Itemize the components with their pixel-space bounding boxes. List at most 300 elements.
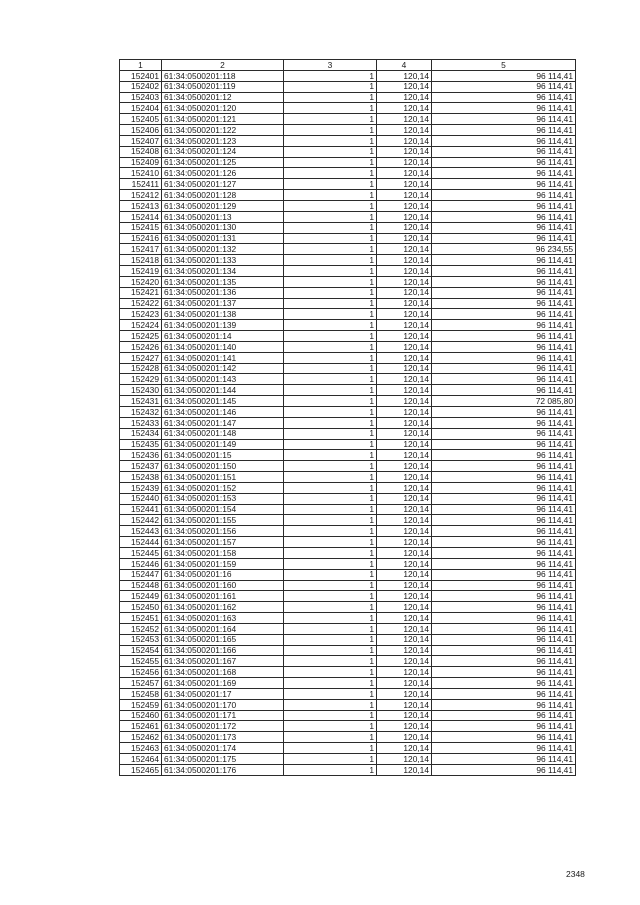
- area-cell: 120,14: [377, 428, 432, 439]
- table-row: [120, 764, 576, 775]
- table-row: [120, 493, 576, 504]
- area-cell: 120,14: [377, 482, 432, 493]
- quantity-cell: 1: [284, 309, 377, 320]
- area-cell: 120,14: [377, 125, 432, 136]
- cadastral-number-cell: 61:34:0500201:16: [162, 569, 284, 580]
- area-cell: 120,14: [377, 743, 432, 754]
- table-row: [120, 70, 576, 81]
- quantity-cell: 1: [284, 764, 377, 775]
- quantity-cell: 1: [284, 667, 377, 678]
- table-row: [120, 374, 576, 385]
- row-number-cell: 152403: [120, 92, 162, 103]
- table-row: [120, 320, 576, 331]
- quantity-cell: 1: [284, 125, 377, 136]
- area-cell: 120,14: [377, 526, 432, 537]
- row-number-cell: 152449: [120, 591, 162, 602]
- cadastral-number-cell: 61:34:0500201:171: [162, 710, 284, 721]
- value-cell: 96 114,41: [432, 200, 576, 211]
- area-cell: 120,14: [377, 135, 432, 146]
- value-cell: 96 114,41: [432, 352, 576, 363]
- row-number-cell: 152415: [120, 222, 162, 233]
- cadastral-number-cell: 61:34:0500201:158: [162, 547, 284, 558]
- area-cell: 120,14: [377, 331, 432, 342]
- value-cell: 96 114,41: [432, 656, 576, 667]
- value-cell: 96 114,41: [432, 764, 576, 775]
- value-cell: 96 114,41: [432, 743, 576, 754]
- quantity-cell: 1: [284, 114, 377, 125]
- quantity-cell: 1: [284, 602, 377, 613]
- table-row: [120, 244, 576, 255]
- table-row: [120, 580, 576, 591]
- quantity-cell: 1: [284, 352, 377, 363]
- row-number-cell: 152456: [120, 667, 162, 678]
- table-row: [120, 732, 576, 743]
- area-cell: 120,14: [377, 591, 432, 602]
- row-number-cell: 152440: [120, 493, 162, 504]
- table-row: [120, 396, 576, 407]
- area-cell: 120,14: [377, 363, 432, 374]
- quantity-cell: 1: [284, 320, 377, 331]
- value-cell: 96 114,41: [432, 276, 576, 287]
- row-number-cell: 152428: [120, 363, 162, 374]
- area-cell: 120,14: [377, 114, 432, 125]
- quantity-cell: 1: [284, 385, 377, 396]
- table-row: [120, 645, 576, 656]
- table-row: [120, 558, 576, 569]
- quantity-cell: 1: [284, 331, 377, 342]
- row-number-cell: 152438: [120, 472, 162, 483]
- page-number: 2348: [566, 869, 585, 879]
- table-row: [120, 613, 576, 624]
- row-number-cell: 152410: [120, 168, 162, 179]
- row-number-cell: 152459: [120, 699, 162, 710]
- table-row: [120, 634, 576, 645]
- value-cell: 96 234,55: [432, 244, 576, 255]
- quantity-cell: 1: [284, 732, 377, 743]
- table-row: [120, 417, 576, 428]
- cadastral-number-cell: 61:34:0500201:176: [162, 764, 284, 775]
- cadastral-number-cell: 61:34:0500201:166: [162, 645, 284, 656]
- cadastral-number-cell: 61:34:0500201:130: [162, 222, 284, 233]
- area-cell: 120,14: [377, 472, 432, 483]
- cadastral-number-cell: 61:34:0500201:136: [162, 287, 284, 298]
- value-cell: 96 114,41: [432, 298, 576, 309]
- value-cell: 96 114,41: [432, 157, 576, 168]
- value-cell: 96 114,41: [432, 309, 576, 320]
- table-row: [120, 331, 576, 342]
- row-number-cell: 152406: [120, 125, 162, 136]
- quantity-cell: 1: [284, 287, 377, 298]
- value-cell: 96 114,41: [432, 255, 576, 266]
- value-cell: 96 114,41: [432, 472, 576, 483]
- row-number-cell: 152441: [120, 504, 162, 515]
- row-number-cell: 152423: [120, 309, 162, 320]
- row-number-cell: 152439: [120, 482, 162, 493]
- area-cell: 120,14: [377, 504, 432, 515]
- row-number-cell: 152460: [120, 710, 162, 721]
- row-number-cell: 152404: [120, 103, 162, 114]
- table-row: [120, 591, 576, 602]
- quantity-cell: 1: [284, 233, 377, 244]
- table-row: [120, 287, 576, 298]
- cadastral-number-cell: 61:34:0500201:126: [162, 168, 284, 179]
- row-number-cell: 152421: [120, 287, 162, 298]
- value-cell: 96 114,41: [432, 374, 576, 385]
- table-row: [120, 341, 576, 352]
- area-cell: 120,14: [377, 103, 432, 114]
- table-row: [120, 602, 576, 613]
- table-row: [120, 385, 576, 396]
- cadastral-number-cell: 61:34:0500201:14: [162, 331, 284, 342]
- value-cell: 72 085,80: [432, 396, 576, 407]
- cadastral-number-cell: 61:34:0500201:145: [162, 396, 284, 407]
- quantity-cell: 1: [284, 396, 377, 407]
- quantity-cell: 1: [284, 92, 377, 103]
- row-number-cell: 152437: [120, 461, 162, 472]
- value-cell: 96 114,41: [432, 602, 576, 613]
- area-cell: 120,14: [377, 613, 432, 624]
- row-number-cell: 152435: [120, 439, 162, 450]
- cadastral-number-cell: 61:34:0500201:133: [162, 255, 284, 266]
- area-cell: 120,14: [377, 287, 432, 298]
- value-cell: 96 114,41: [432, 732, 576, 743]
- area-cell: 120,14: [377, 580, 432, 591]
- cadastral-number-cell: 61:34:0500201:149: [162, 439, 284, 450]
- table-row: [120, 190, 576, 201]
- cadastral-number-cell: 61:34:0500201:152: [162, 482, 284, 493]
- row-number-cell: 152455: [120, 656, 162, 667]
- value-cell: 96 114,41: [432, 331, 576, 342]
- quantity-cell: 1: [284, 623, 377, 634]
- cadastral-number-cell: 61:34:0500201:168: [162, 667, 284, 678]
- row-number-cell: 152405: [120, 114, 162, 125]
- cadastral-number-cell: 61:34:0500201:15: [162, 450, 284, 461]
- cadastral-number-cell: 61:34:0500201:128: [162, 190, 284, 201]
- area-cell: 120,14: [377, 645, 432, 656]
- cadastral-number-cell: 61:34:0500201:122: [162, 125, 284, 136]
- cadastral-number-cell: 61:34:0500201:157: [162, 537, 284, 548]
- table-row: [120, 363, 576, 374]
- row-number-cell: 152463: [120, 743, 162, 754]
- cadastral-number-cell: 61:34:0500201:121: [162, 114, 284, 125]
- row-number-cell: 152457: [120, 678, 162, 689]
- row-number-cell: 152424: [120, 320, 162, 331]
- row-number-cell: 152431: [120, 396, 162, 407]
- table-row: [120, 81, 576, 92]
- row-number-cell: 152447: [120, 569, 162, 580]
- row-number-cell: 152443: [120, 526, 162, 537]
- table-row: [120, 407, 576, 418]
- column-header-3: 3: [284, 60, 377, 71]
- table-body: [120, 70, 576, 775]
- table-row: [120, 200, 576, 211]
- quantity-cell: 1: [284, 450, 377, 461]
- registry-table: [119, 59, 576, 776]
- value-cell: 96 114,41: [432, 179, 576, 190]
- value-cell: 96 114,41: [432, 233, 576, 244]
- table-row: [120, 222, 576, 233]
- quantity-cell: 1: [284, 374, 377, 385]
- table-row: [120, 537, 576, 548]
- quantity-cell: 1: [284, 222, 377, 233]
- area-cell: 120,14: [377, 233, 432, 244]
- value-cell: 96 114,41: [432, 634, 576, 645]
- table-header: [120, 60, 576, 71]
- area-cell: 120,14: [377, 352, 432, 363]
- row-number-cell: 152432: [120, 407, 162, 418]
- area-cell: 120,14: [377, 255, 432, 266]
- quantity-cell: 1: [284, 754, 377, 765]
- area-cell: 120,14: [377, 298, 432, 309]
- value-cell: 96 114,41: [432, 146, 576, 157]
- area-cell: 120,14: [377, 634, 432, 645]
- value-cell: 96 114,41: [432, 417, 576, 428]
- quantity-cell: 1: [284, 721, 377, 732]
- quantity-cell: 1: [284, 526, 377, 537]
- row-number-cell: 152430: [120, 385, 162, 396]
- value-cell: 96 114,41: [432, 125, 576, 136]
- table-row: [120, 526, 576, 537]
- cadastral-number-cell: 61:34:0500201:118: [162, 70, 284, 81]
- value-cell: 96 114,41: [432, 678, 576, 689]
- row-number-cell: 152454: [120, 645, 162, 656]
- value-cell: 96 114,41: [432, 168, 576, 179]
- row-number-cell: 152450: [120, 602, 162, 613]
- cadastral-number-cell: 61:34:0500201:162: [162, 602, 284, 613]
- quantity-cell: 1: [284, 504, 377, 515]
- cadastral-number-cell: 61:34:0500201:175: [162, 754, 284, 765]
- cadastral-number-cell: 61:34:0500201:139: [162, 320, 284, 331]
- area-cell: 120,14: [377, 92, 432, 103]
- value-cell: 96 114,41: [432, 135, 576, 146]
- table-row: [120, 125, 576, 136]
- area-cell: 120,14: [377, 200, 432, 211]
- row-number-cell: 152416: [120, 233, 162, 244]
- row-number-cell: 152453: [120, 634, 162, 645]
- area-cell: 120,14: [377, 309, 432, 320]
- row-number-cell: 152419: [120, 266, 162, 277]
- value-cell: 96 114,41: [432, 569, 576, 580]
- row-number-cell: 152436: [120, 450, 162, 461]
- area-cell: 120,14: [377, 81, 432, 92]
- row-number-cell: 152434: [120, 428, 162, 439]
- quantity-cell: 1: [284, 699, 377, 710]
- table-row: [120, 656, 576, 667]
- value-cell: 96 114,41: [432, 699, 576, 710]
- row-number-cell: 152414: [120, 211, 162, 222]
- area-cell: 120,14: [377, 341, 432, 352]
- quantity-cell: 1: [284, 439, 377, 450]
- area-cell: 120,14: [377, 222, 432, 233]
- cadastral-number-cell: 61:34:0500201:156: [162, 526, 284, 537]
- cadastral-number-cell: 61:34:0500201:124: [162, 146, 284, 157]
- cadastral-number-cell: 61:34:0500201:12: [162, 92, 284, 103]
- quantity-cell: 1: [284, 157, 377, 168]
- quantity-cell: 1: [284, 70, 377, 81]
- cadastral-number-cell: 61:34:0500201:148: [162, 428, 284, 439]
- area-cell: 120,14: [377, 179, 432, 190]
- cadastral-number-cell: 61:34:0500201:129: [162, 200, 284, 211]
- value-cell: 96 114,41: [432, 428, 576, 439]
- table-row: [120, 298, 576, 309]
- value-cell: 96 114,41: [432, 190, 576, 201]
- table-row: [120, 482, 576, 493]
- table-row: [120, 699, 576, 710]
- value-cell: 96 114,41: [432, 363, 576, 374]
- cadastral-number-cell: 61:34:0500201:17: [162, 688, 284, 699]
- value-cell: 96 114,41: [432, 580, 576, 591]
- area-cell: 120,14: [377, 190, 432, 201]
- row-number-cell: 152442: [120, 515, 162, 526]
- cadastral-number-cell: 61:34:0500201:151: [162, 472, 284, 483]
- cadastral-number-cell: 61:34:0500201:172: [162, 721, 284, 732]
- cadastral-number-cell: 61:34:0500201:159: [162, 558, 284, 569]
- row-number-cell: 152452: [120, 623, 162, 634]
- row-number-cell: 152429: [120, 374, 162, 385]
- row-number-cell: 152418: [120, 255, 162, 266]
- quantity-cell: 1: [284, 266, 377, 277]
- table-row: [120, 92, 576, 103]
- row-number-cell: 152426: [120, 341, 162, 352]
- value-cell: 96 114,41: [432, 526, 576, 537]
- cadastral-number-cell: 61:34:0500201:170: [162, 699, 284, 710]
- row-number-cell: 152417: [120, 244, 162, 255]
- value-cell: 96 114,41: [432, 450, 576, 461]
- row-number-cell: 152420: [120, 276, 162, 287]
- value-cell: 96 114,41: [432, 688, 576, 699]
- row-number-cell: 152458: [120, 688, 162, 699]
- table-row: [120, 233, 576, 244]
- quantity-cell: 1: [284, 211, 377, 222]
- table-row: [120, 428, 576, 439]
- value-cell: 96 114,41: [432, 266, 576, 277]
- value-cell: 96 114,41: [432, 710, 576, 721]
- row-number-cell: 152465: [120, 764, 162, 775]
- quantity-cell: 1: [284, 688, 377, 699]
- quantity-cell: 1: [284, 591, 377, 602]
- area-cell: 120,14: [377, 417, 432, 428]
- cadastral-number-cell: 61:34:0500201:165: [162, 634, 284, 645]
- quantity-cell: 1: [284, 558, 377, 569]
- cadastral-number-cell: 61:34:0500201:160: [162, 580, 284, 591]
- table-row: [120, 710, 576, 721]
- cadastral-number-cell: 61:34:0500201:123: [162, 135, 284, 146]
- table-row: [120, 352, 576, 363]
- area-cell: 120,14: [377, 678, 432, 689]
- row-number-cell: 152448: [120, 580, 162, 591]
- quantity-cell: 1: [284, 190, 377, 201]
- quantity-cell: 1: [284, 645, 377, 656]
- cadastral-number-cell: 61:34:0500201:13: [162, 211, 284, 222]
- value-cell: 96 114,41: [432, 721, 576, 732]
- cadastral-number-cell: 61:34:0500201:150: [162, 461, 284, 472]
- area-cell: 120,14: [377, 320, 432, 331]
- value-cell: 96 114,41: [432, 537, 576, 548]
- value-cell: 96 114,41: [432, 645, 576, 656]
- table-row: [120, 439, 576, 450]
- quantity-cell: 1: [284, 363, 377, 374]
- quantity-cell: 1: [284, 81, 377, 92]
- area-cell: 120,14: [377, 515, 432, 526]
- table-row: [120, 547, 576, 558]
- area-cell: 120,14: [377, 211, 432, 222]
- table-row: [120, 135, 576, 146]
- cadastral-number-cell: 61:34:0500201:120: [162, 103, 284, 114]
- table-row: [120, 754, 576, 765]
- quantity-cell: 1: [284, 580, 377, 591]
- quantity-cell: 1: [284, 407, 377, 418]
- table-row: [120, 504, 576, 515]
- row-number-cell: 152408: [120, 146, 162, 157]
- row-number-cell: 152402: [120, 81, 162, 92]
- cadastral-number-cell: 61:34:0500201:146: [162, 407, 284, 418]
- quantity-cell: 1: [284, 179, 377, 190]
- table-row: [120, 623, 576, 634]
- value-cell: 96 114,41: [432, 341, 576, 352]
- area-cell: 120,14: [377, 732, 432, 743]
- cadastral-number-cell: 61:34:0500201:155: [162, 515, 284, 526]
- area-cell: 120,14: [377, 461, 432, 472]
- area-cell: 120,14: [377, 146, 432, 157]
- cadastral-number-cell: 61:34:0500201:140: [162, 341, 284, 352]
- value-cell: 96 114,41: [432, 287, 576, 298]
- value-cell: 96 114,41: [432, 81, 576, 92]
- row-number-cell: 152425: [120, 331, 162, 342]
- row-number-cell: 152464: [120, 754, 162, 765]
- column-header-1: 1: [120, 60, 162, 71]
- quantity-cell: 1: [284, 710, 377, 721]
- cadastral-number-cell: 61:34:0500201:153: [162, 493, 284, 504]
- row-number-cell: 152451: [120, 613, 162, 624]
- quantity-cell: 1: [284, 200, 377, 211]
- column-header-5: 5: [432, 60, 576, 71]
- row-number-cell: 152446: [120, 558, 162, 569]
- table-row: [120, 721, 576, 732]
- value-cell: 96 114,41: [432, 591, 576, 602]
- value-cell: 96 114,41: [432, 558, 576, 569]
- quantity-cell: 1: [284, 244, 377, 255]
- table-row: [120, 157, 576, 168]
- quantity-cell: 1: [284, 656, 377, 667]
- row-number-cell: 152427: [120, 352, 162, 363]
- table-row: [120, 450, 576, 461]
- area-cell: 120,14: [377, 244, 432, 255]
- table-row: [120, 179, 576, 190]
- table-row: [120, 472, 576, 483]
- value-cell: 96 114,41: [432, 114, 576, 125]
- cadastral-number-cell: 61:34:0500201:131: [162, 233, 284, 244]
- quantity-cell: 1: [284, 276, 377, 287]
- area-cell: 120,14: [377, 667, 432, 678]
- row-number-cell: 152422: [120, 298, 162, 309]
- quantity-cell: 1: [284, 634, 377, 645]
- row-number-cell: 152411: [120, 179, 162, 190]
- row-number-cell: 152401: [120, 70, 162, 81]
- value-cell: 96 114,41: [432, 320, 576, 331]
- quantity-cell: 1: [284, 428, 377, 439]
- area-cell: 120,14: [377, 70, 432, 81]
- table-row: [120, 114, 576, 125]
- area-cell: 120,14: [377, 547, 432, 558]
- quantity-cell: 1: [284, 168, 377, 179]
- value-cell: 96 114,41: [432, 407, 576, 418]
- value-cell: 96 114,41: [432, 482, 576, 493]
- table-row: [120, 103, 576, 114]
- cadastral-number-cell: 61:34:0500201:132: [162, 244, 284, 255]
- table-row: [120, 569, 576, 580]
- cadastral-number-cell: 61:34:0500201:164: [162, 623, 284, 634]
- quantity-cell: 1: [284, 493, 377, 504]
